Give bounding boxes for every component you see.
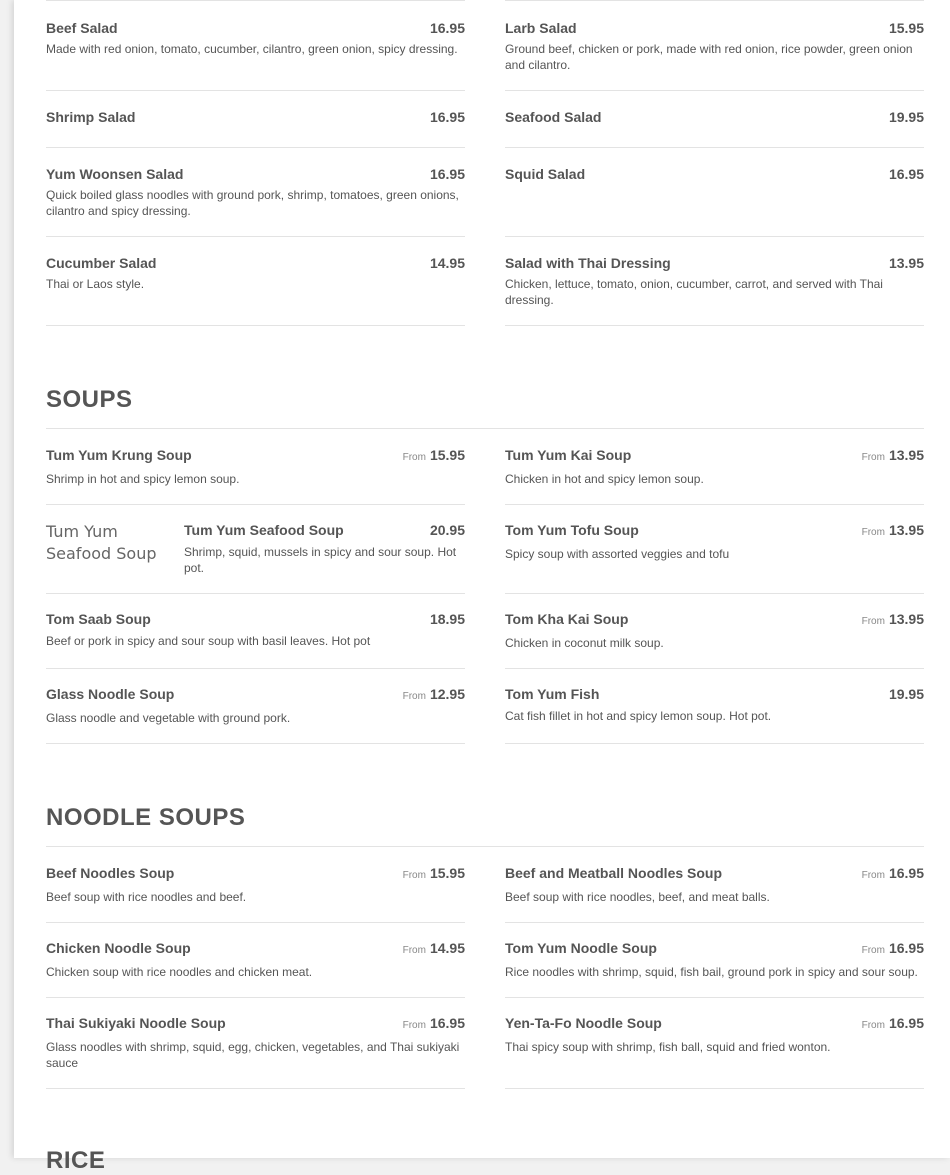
item-price: [862, 611, 924, 627]
menu-item[interactable]: [505, 505, 924, 594]
menu-item[interactable]: [505, 1, 924, 91]
item-description: Glass noodles with shrimp, squid, egg, chicken, vegetables, and Thai sukiyaki sauce: [46, 1040, 460, 1070]
item-name: Cucumber Salad: [46, 255, 157, 271]
item-description: Ground beef, chicken or pork, made with red onion, rice powder, green onion and cilantro.: [505, 42, 913, 72]
price-value: 16.95: [429, 20, 465, 36]
item-price: [889, 686, 924, 702]
item-name: Seafood Salad: [505, 109, 602, 125]
price-value: 19.95: [888, 109, 924, 125]
price-from-label: From: [861, 1020, 885, 1031]
item-price: [889, 255, 924, 271]
menu-item[interactable]: [46, 923, 465, 998]
item-description: Glass noodle and vegetable with ground pork.: [46, 711, 291, 725]
item-name: Beef Noodles Soup: [46, 865, 175, 881]
price-value: 16.95: [888, 940, 924, 956]
price-value: 15.95: [429, 447, 465, 463]
price-value: 16.95: [429, 166, 465, 182]
item-name: Salad with Thai Dressing: [505, 255, 671, 271]
menu-item[interactable]: [46, 1, 465, 91]
item-description: Shrimp in hot and spicy lemon soup.: [46, 472, 240, 486]
section-heading-noodle-soups: NOODLE SOUPS: [46, 804, 246, 831]
item-name: Tum Yum Kai Soup: [505, 447, 632, 463]
menu-item[interactable]: [46, 429, 465, 505]
item-description: Chicken in hot and spicy lemon soup.: [505, 472, 704, 486]
menu-item[interactable]: [46, 148, 465, 237]
item-description: Beef or pork in spicy and sour soup with basil leaves. Hot pot: [46, 634, 371, 648]
price-value: 15.95: [888, 20, 924, 36]
menu-item[interactable]: [46, 998, 465, 1089]
price-from-label: From: [861, 616, 885, 627]
item-description: Thai or Laos style.: [46, 277, 145, 291]
price-value: 13.95: [888, 447, 924, 463]
item-description: Spicy soup with assorted veggies and tofu: [505, 547, 730, 561]
price-value: 16.95: [429, 109, 465, 125]
item-description: Beef soup with rice noodles and beef.: [46, 890, 247, 904]
item-description: Made with red onion, tomato, cucumber, cilantro, green onion, spicy dressing.: [46, 42, 458, 56]
item-price: [862, 865, 924, 881]
price-value: 16.95: [888, 865, 924, 881]
item-price: [403, 1015, 465, 1031]
item-price: [430, 166, 465, 182]
section-heading-rice: RICE: [46, 1147, 106, 1174]
item-name: Beef and Meatball Noodles Soup: [505, 865, 723, 881]
menu-item[interactable]: [505, 847, 924, 923]
menu-page: [14, 0, 950, 1174]
item-name: Tom Saab Soup: [46, 611, 151, 627]
item-name: Tom Yum Tofu Soup: [505, 522, 639, 538]
item-price: [889, 166, 924, 182]
item-name: Glass Noodle Soup: [46, 686, 175, 702]
menu-item[interactable]: [46, 91, 465, 148]
item-name: Yum Woonsen Salad: [46, 166, 184, 182]
item-name: Tum Yum Krung Soup: [46, 447, 192, 463]
item-price: [430, 522, 465, 538]
item-name: Chicken Noodle Soup: [46, 940, 191, 956]
menu-item[interactable]: [505, 594, 924, 669]
item-description: Chicken, lettuce, tomato, onion, cucumber, carrot, and served with Thai dressing.: [505, 277, 883, 307]
item-name: Yen-Ta-Fo Noodle Soup: [505, 1015, 662, 1031]
item-price: [403, 447, 465, 463]
price-value: 16.95: [888, 1015, 924, 1031]
image-alt-text: Tum Yum Seafood Soup: [46, 522, 157, 563]
menu-item[interactable]: [505, 237, 924, 326]
item-name: Thai Sukiyaki Noodle Soup: [46, 1015, 226, 1031]
item-name: Shrimp Salad: [46, 109, 136, 125]
price-from-label: From: [402, 1020, 426, 1031]
item-description: Beef soup with rice noodles, beef, and meat balls.: [505, 890, 770, 904]
item-price: [862, 940, 924, 956]
price-value: 14.95: [429, 940, 465, 956]
price-value: 16.95: [888, 166, 924, 182]
price-from-label: From: [402, 691, 426, 702]
price-value: 13.95: [888, 255, 924, 271]
item-price: [862, 447, 924, 463]
item-price: [403, 940, 465, 956]
price-value: 15.95: [429, 865, 465, 881]
item-name: Beef Salad: [46, 20, 118, 36]
menu-item[interactable]: [46, 237, 465, 326]
price-from-label: From: [402, 452, 426, 463]
menu-item[interactable]: [46, 847, 465, 923]
section-heading-soups: SOUPS: [46, 386, 133, 413]
item-price: [889, 20, 924, 36]
menu-item[interactable]: [505, 923, 924, 998]
item-name: Squid Salad: [505, 166, 586, 182]
price-value: 19.95: [888, 686, 924, 702]
price-value: 18.95: [429, 611, 465, 627]
item-description: Chicken in coconut milk soup.: [505, 636, 664, 650]
price-from-label: From: [861, 945, 885, 956]
menu-item[interactable]: [505, 429, 924, 505]
item-description: Chicken soup with rice noodles and chicken meat.: [46, 965, 313, 979]
item-image[interactable]: [46, 521, 168, 565]
price-from-label: From: [861, 527, 885, 538]
price-value: 13.95: [888, 522, 924, 538]
item-name: Larb Salad: [505, 20, 577, 36]
price-value: 16.95: [429, 1015, 465, 1031]
item-price: [403, 686, 465, 702]
item-name: Tom Yum Noodle Soup: [505, 940, 657, 956]
item-price: [430, 20, 465, 36]
item-name: Tom Kha Kai Soup: [505, 611, 629, 627]
price-from-label: From: [402, 870, 426, 881]
menu-item[interactable]: [505, 148, 924, 237]
price-value: 20.95: [429, 522, 465, 538]
item-description: Thai spicy soup with shrimp, fish ball, squid and fried wonton.: [505, 1040, 831, 1054]
price-from-label: From: [402, 945, 426, 956]
menu-item[interactable]: [46, 669, 465, 744]
price-value: 13.95: [888, 611, 924, 627]
item-description: Shrimp, squid, mussels in spicy and sour soup. Hot pot.: [184, 545, 457, 575]
item-price: [430, 109, 465, 125]
item-price: [862, 1015, 924, 1031]
item-price: [889, 109, 924, 125]
item-price: [430, 255, 465, 271]
item-price: [862, 522, 924, 538]
menu-item[interactable]: [505, 91, 924, 148]
item-description: Cat fish fillet in hot and spicy lemon soup. Hot pot.: [505, 709, 772, 723]
menu-item[interactable]: [46, 594, 465, 669]
item-name: Tum Yum Seafood Soup: [184, 522, 344, 538]
item-price: [403, 865, 465, 881]
price-value: 14.95: [429, 255, 465, 271]
price-from-label: From: [861, 452, 885, 463]
price-from-label: From: [861, 870, 885, 881]
menu-item[interactable]: [505, 669, 924, 744]
price-value: 12.95: [429, 686, 465, 702]
item-description: Rice noodles with shrimp, squid, fish bail, ground pork in spicy and sour soup.: [505, 965, 918, 979]
item-name: Tom Yum Fish: [505, 686, 600, 702]
menu-item[interactable]: [505, 998, 924, 1089]
item-description: Quick boiled glass noodles with ground pork, shrimp, tomatoes, green onions, cilantro and spicy dressing.: [46, 188, 459, 218]
menu-item[interactable]: [46, 505, 465, 594]
item-price: [430, 611, 465, 627]
